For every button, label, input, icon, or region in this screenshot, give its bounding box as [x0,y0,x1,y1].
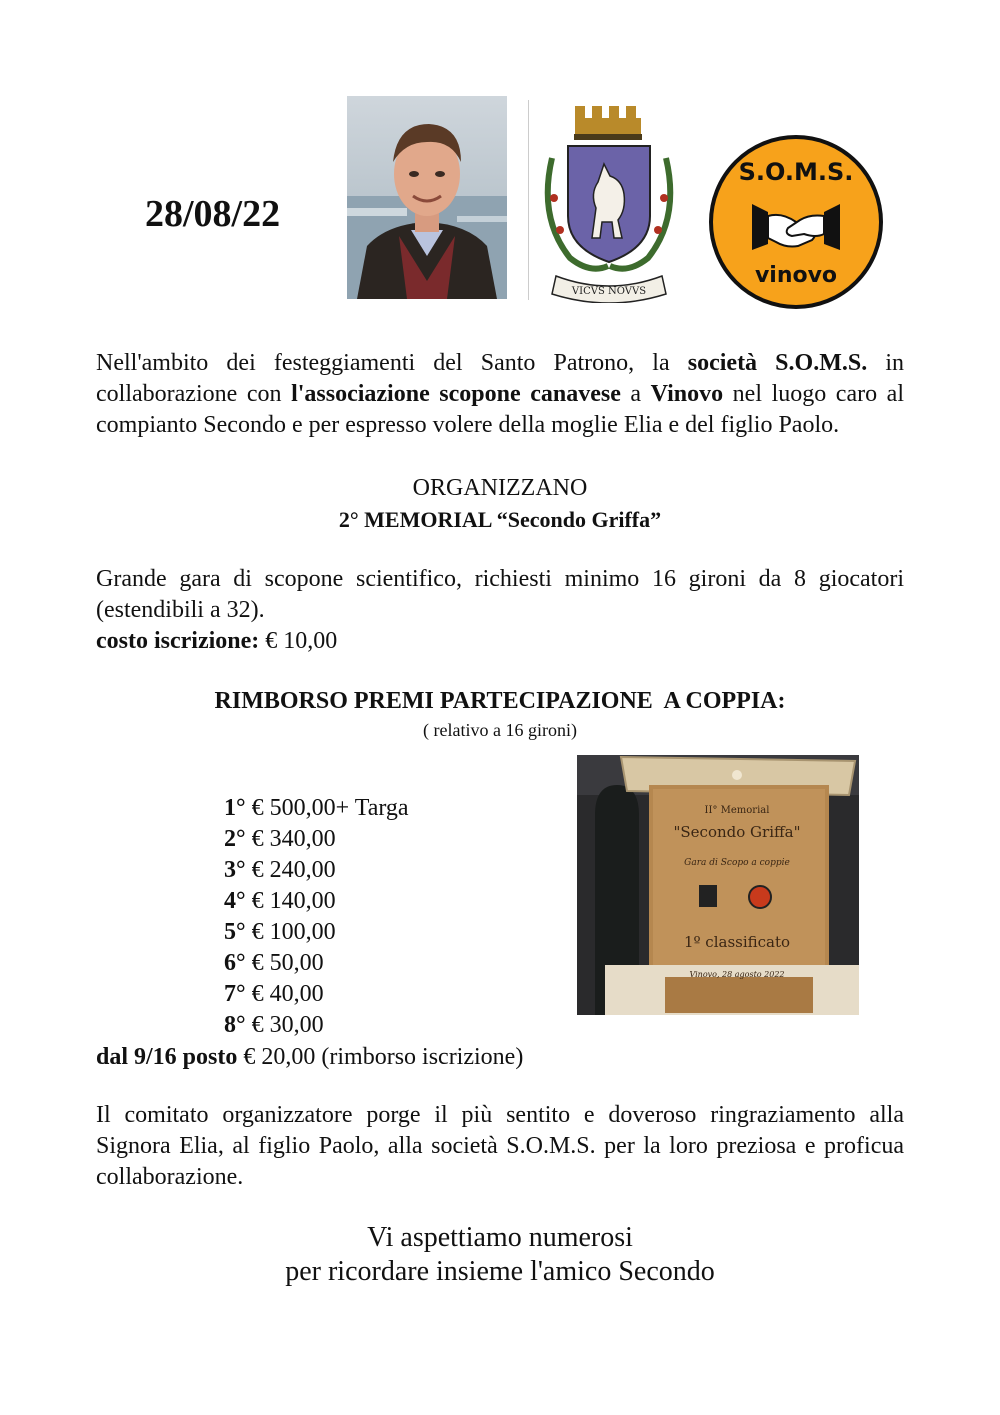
prizes-subheading: ( relativo a 16 gironi) [423,720,577,740]
list-item [224,1010,409,1041]
list-item [224,855,409,886]
thanks-paragraph: Il comitato organizzatore porge il più sentito e doveroso ringraziamento alla Signora Elia, al figlio Paolo, alla società S.O.M.S. per la loro preziosa e proficua collaborazione. [96,1102,904,1190]
trophy-line4: 1º classificato [683,933,791,951]
extra-prize-value: € 20,00 (rimborso iscrizione) [237,1044,524,1070]
closing-line1: Vi aspettiamo numerosi [367,1222,633,1253]
prize-list [224,793,409,1041]
prize-place: 1° [224,795,246,821]
soms-logo-town: vinovo [754,263,838,288]
trophy-line5: Vinovo, 28 agosto 2022 [689,970,785,979]
trophy-line1: II° Memorial [704,805,770,816]
intro-text: in collaborazione con [96,350,904,407]
intro-paragraph [96,348,904,441]
prize-amount: € 140,00 [245,888,336,914]
prize-place: 5° [224,919,246,945]
memorial-title: 2° MEMORIAL “Secondo Griffa” [338,507,662,532]
prize-amount: € 50,00 [245,950,324,976]
intro-text: a [620,381,651,407]
cost-line [96,626,904,657]
vinovo-crest-icon [530,98,688,303]
soms-logo-title: S.O.M.S. [738,158,854,186]
prize-amount: € 340,00 [245,826,336,852]
list-item [224,979,409,1010]
portrait-photo [347,96,507,299]
prize-place: 6° [224,950,246,976]
extra-prize-label: dal 9/16 posto [96,1044,238,1070]
prize-place: 7° [224,981,246,1007]
prize-place: 2° [224,826,246,852]
trophy-line2: "Secondo Griffa" [673,823,801,841]
prize-amount: € 500,00+ Targa [245,795,409,821]
organizzano-heading: ORGANIZZANO [412,475,588,501]
prize-place: 4° [224,888,246,914]
trophy-photo [577,755,859,1015]
trophy-line3: Gara di Scopo a coppie [684,858,790,868]
divider [528,100,529,300]
extra-prize-line [96,1042,523,1073]
crest-motto: VICVS NOVVS [571,286,647,297]
prize-amount: € 40,00 [245,981,324,1007]
prize-amount: € 240,00 [245,857,336,883]
town-name: Vinovo [650,381,724,407]
prize-amount: € 100,00 [245,919,336,945]
list-item [224,793,409,824]
event-date: 28/08/22 [145,193,281,235]
list-item [224,886,409,917]
intro-text: nel luogo caro al compianto Secondo e per espresso volere della moglie Elia e del figlio Paolo. [96,381,904,438]
soms-name: società S.O.M.S. [687,350,868,376]
soms-logo [708,134,884,310]
prizes-heading: RIMBORSO PREMI PARTECIPAZIONE A COPPIA: [214,688,786,714]
list-item [224,917,409,948]
list-item [224,824,409,855]
prize-amount: € 30,00 [245,1012,324,1038]
list-item [224,948,409,979]
intro-text: Nell'ambito dei festeggiamenti del Santo Patrono, la [96,350,688,376]
closing-line2: per ricordare insieme l'amico Secondo [285,1256,715,1287]
prize-place: 8° [224,1012,246,1038]
gara-paragraph: Grande gara di scopone scientifico, richiesti minimo 16 gironi da 8 giocatori (estendibili a 32). [96,566,904,623]
cost-label: costo iscrizione: [96,628,260,654]
prize-place: 3° [224,857,246,883]
cost-value: € 10,00 [259,628,338,654]
association-name: l'associazione scopone canavese [291,381,621,407]
